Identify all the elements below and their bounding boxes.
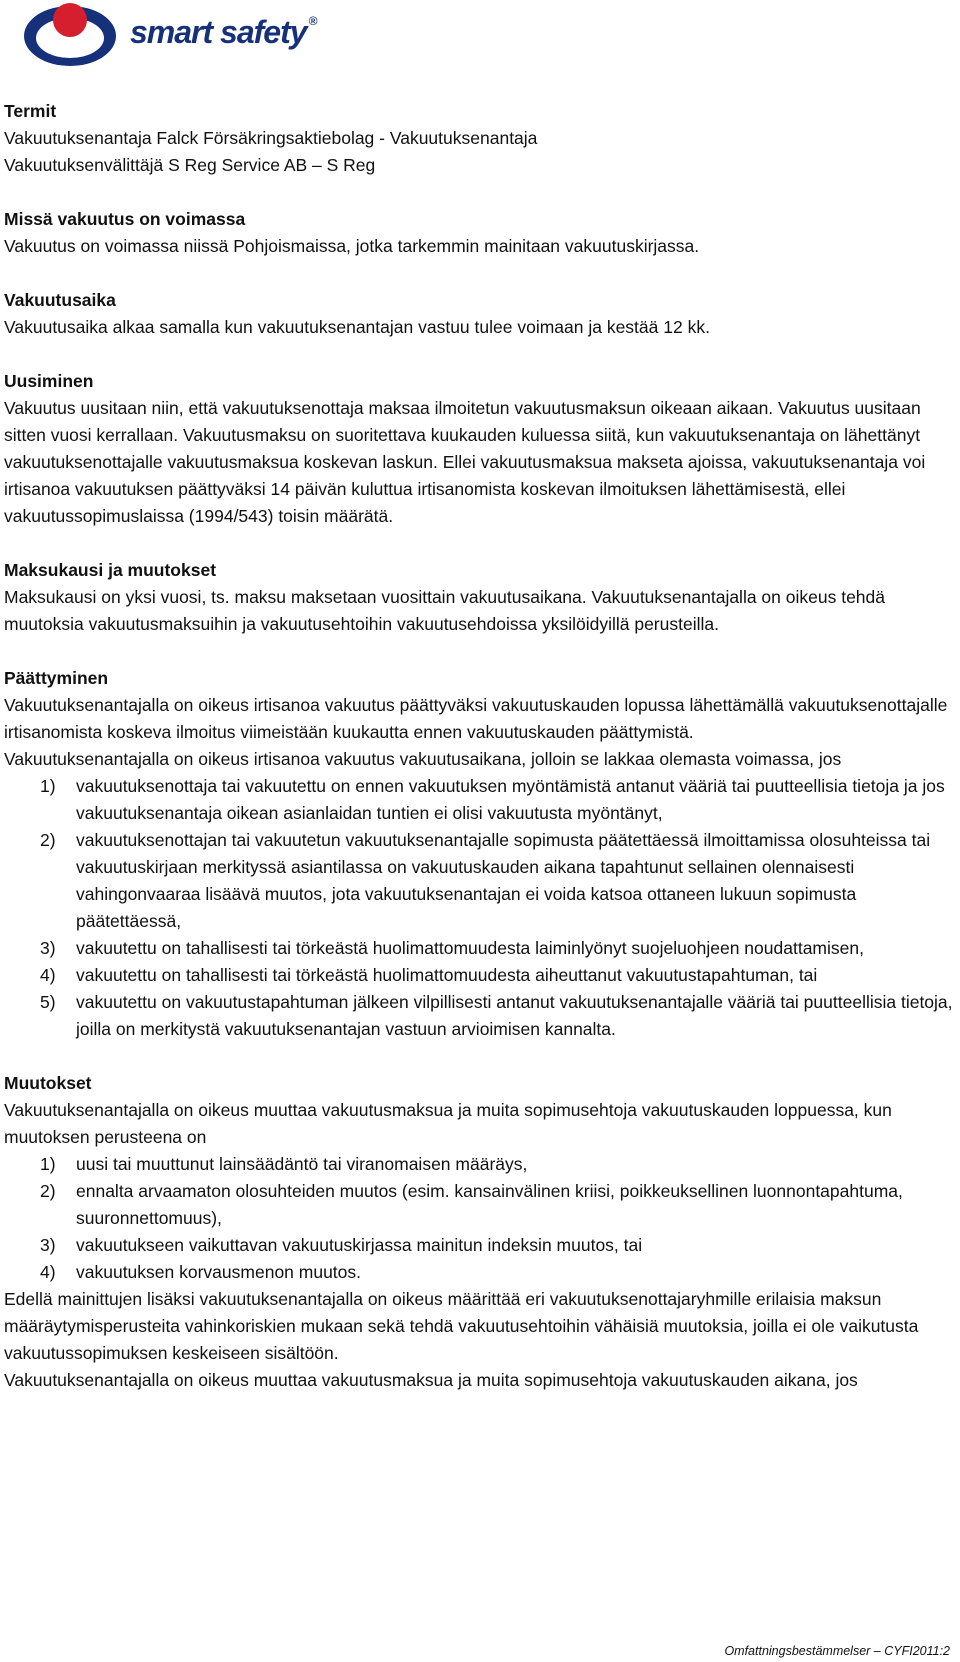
heading-maksukausi: Maksukausi ja muutokset	[4, 560, 217, 580]
list-item	[4, 989, 954, 1043]
list-item-text: vakuutukseen vaikuttavan vakuutuskirjassa mainitun indeksin muutos, tai	[76, 1235, 643, 1255]
list-item	[4, 935, 954, 962]
paattyminen-text-2: Vakuutuksenantajalla on oikeus irtisanoa vakuutus vakuutusaikana, jolloin se lakkaa olemasta voimassa, jos	[4, 749, 842, 769]
list-item-text: vakuutuksen korvausmenon muutos.	[76, 1262, 362, 1282]
list-item-number: 2)	[40, 830, 56, 850]
list-item	[4, 1232, 954, 1259]
paattyminen-list	[4, 773, 954, 1043]
list-item-text: vakuutettu on tahallisesti tai törkeästä huolimattomuudesta aiheuttanut vakuutustapahtuman, tai	[76, 965, 818, 985]
muutokset-text-2: Edellä mainittujen lisäksi vakuutuksenantajalla on oikeus määrittää eri vakuutuksenottajaryhmille erilaisia maksun määräytymisperusteita vahinkoriskien mukaan sekä tehdä vakuutusehtoihin vähäisiä muutoksia, joilla ei ole vaikutusta vakuutussopimuksen keskeiseen sisältöön.	[4, 1289, 919, 1363]
list-item-number: 3)	[40, 1235, 56, 1255]
list-item-number: 4)	[40, 965, 56, 985]
heading-uusiminen: Uusiminen	[4, 371, 94, 391]
section-maksukausi	[4, 557, 954, 638]
list-item	[4, 1259, 954, 1286]
list-item-text: vakuutuksenottaja tai vakuutettu on ennen vakuutuksen myöntämistä antanut vääriä tai puutteellisia tietoja ja jos vakuutuksenantaja oikean asianlaidan tuntien ei olisi vakuutusta myöntänyt,	[76, 776, 945, 823]
list-item-text: vakuutettu on vakuutustapahtuman jälkeen vilpillisesti antanut vakuutuksenantajalle vääriä tai puutteellisia tietoja, joilla on merkitystä vakuutuksenantajan vastuun arvioimisen kannalta.	[76, 992, 953, 1039]
section-vakuutusaika	[4, 287, 954, 341]
list-item-number: 5)	[40, 992, 56, 1012]
termit-line-1: Vakuutuksenantaja Falck Försäkringsaktiebolag - Vakuutuksenantaja	[4, 128, 538, 148]
page-footer: Omfattningsbestämmelser – CYFI2011:2	[724, 1644, 950, 1658]
muutokset-text-3: Vakuutuksenantajalla on oikeus muuttaa vakuutusmaksua ja muita sopimusehtoja vakuutuskauden aikana, jos	[4, 1370, 858, 1390]
list-item	[4, 1178, 954, 1232]
section-uusiminen	[4, 368, 954, 530]
heading-muutokset: Muutokset	[4, 1073, 92, 1093]
section-termit	[4, 98, 954, 179]
list-item-number: 4)	[40, 1262, 56, 1282]
list-item	[4, 1151, 954, 1178]
paattyminen-text-1: Vakuutuksenantajalla on oikeus irtisanoa vakuutus päättyväksi vakuutuskauden lopussa lähettämällä vakuutuksenottajalle irtisanomista koskeva ilmoitus viimeistään kuukautta ennen vakuutuskauden päättymistä.	[4, 695, 948, 742]
section-voimassa	[4, 206, 954, 260]
list-item-text: ennalta arvaamaton olosuhteiden muutos (esim. kansainvälinen kriisi, poikkeuksellinen luonnontapahtuma, suuronnettomuus),	[76, 1181, 903, 1228]
muutokset-list	[4, 1151, 954, 1286]
list-item-number: 1)	[40, 776, 56, 796]
list-item-number: 1)	[40, 1154, 56, 1174]
logo-mark-icon	[20, 0, 120, 70]
section-muutokset	[4, 1070, 954, 1394]
list-item	[4, 827, 954, 935]
heading-termit: Termit	[4, 101, 57, 121]
list-item-number: 3)	[40, 938, 56, 958]
section-paattyminen	[4, 665, 954, 1043]
document-body	[4, 98, 954, 1421]
heading-vakuutusaika: Vakuutusaika	[4, 290, 116, 310]
list-item	[4, 962, 954, 989]
list-item-text: vakuutettu on tahallisesti tai törkeästä huolimattomuudesta laiminlyönyt suojeluohjeen noudattamisen,	[76, 938, 864, 958]
termit-line-2: Vakuutuksenvälittäjä S Reg Service AB – S Reg	[4, 155, 376, 175]
uusiminen-text: Vakuutus uusitaan niin, että vakuutuksenottaja maksaa ilmoitetun vakuutusmaksun oikeaan aikaan. Vakuutus uusitaan sitten vuosi kerrallaan. Vakuutusmaksu on suoritettava kuukauden kuluessa siitä, kun vakuutuksenantaja on lähettänyt vakuutuksenottajalle vakuutusmaksua koskevan laskun. Ellei vakuutusmaksua makseta ajoissa, vakuutuksenantaja voi irtisanoa vakuutuksen päättyväksi 14 päivän kuluttua irtisanomista koskevan ilmoituksen lähettämisestä, ellei vakuutussopimuslaissa (1994/543) toisin määrätä.	[4, 398, 926, 526]
list-item	[4, 773, 954, 827]
list-item-number: 2)	[40, 1181, 56, 1201]
logo-wordmark: smart safety ®	[130, 14, 317, 50]
voimassa-text: Vakuutus on voimassa niissä Pohjoismaissa, jotka tarkemmin mainitaan vakuutuskirjassa.	[4, 236, 700, 256]
list-item-text: uusi tai muuttunut lainsäädäntö tai viranomaisen määräys,	[76, 1154, 528, 1174]
smart-safety-logo	[20, 0, 317, 70]
heading-paattyminen: Päättyminen	[4, 668, 109, 688]
muutokset-text-1: Vakuutuksenantajalla on oikeus muuttaa vakuutusmaksua ja muita sopimusehtoja vakuutuskauden loppuessa, kun muutoksen perusteena on	[4, 1100, 892, 1147]
list-item-text: vakuutuksenottajan tai vakuutetun vakuutuksenantajalle sopimusta päätettäessä ilmoittamissa olosuhteissa tai vakuutuskirjaan merkityssä asiantilassa on vakuutuskauden aikana tapahtunut sellainen olennaisesti vahingonvaaraa lisäävä muutos, jota vakuutuksenantajan ei voida katsoa ottaneen lukuun sopimusta päätettäessä,	[76, 830, 931, 931]
heading-voimassa: Missä vakuutus on voimassa	[4, 209, 246, 229]
maksukausi-text: Maksukausi on yksi vuosi, ts. maksu maksetaan vuosittain vakuutusaikana. Vakuutuksenantajalla on oikeus tehdä muutoksia vakuutusmaksuihin ja vakuutusehtoihin vakuutusehdoissa yksilöidyillä perusteilla.	[4, 587, 885, 634]
vakuutusaika-text: Vakuutusaika alkaa samalla kun vakuutuksenantajan vastuu tulee voimaan ja kestää 12 kk.	[4, 317, 710, 337]
